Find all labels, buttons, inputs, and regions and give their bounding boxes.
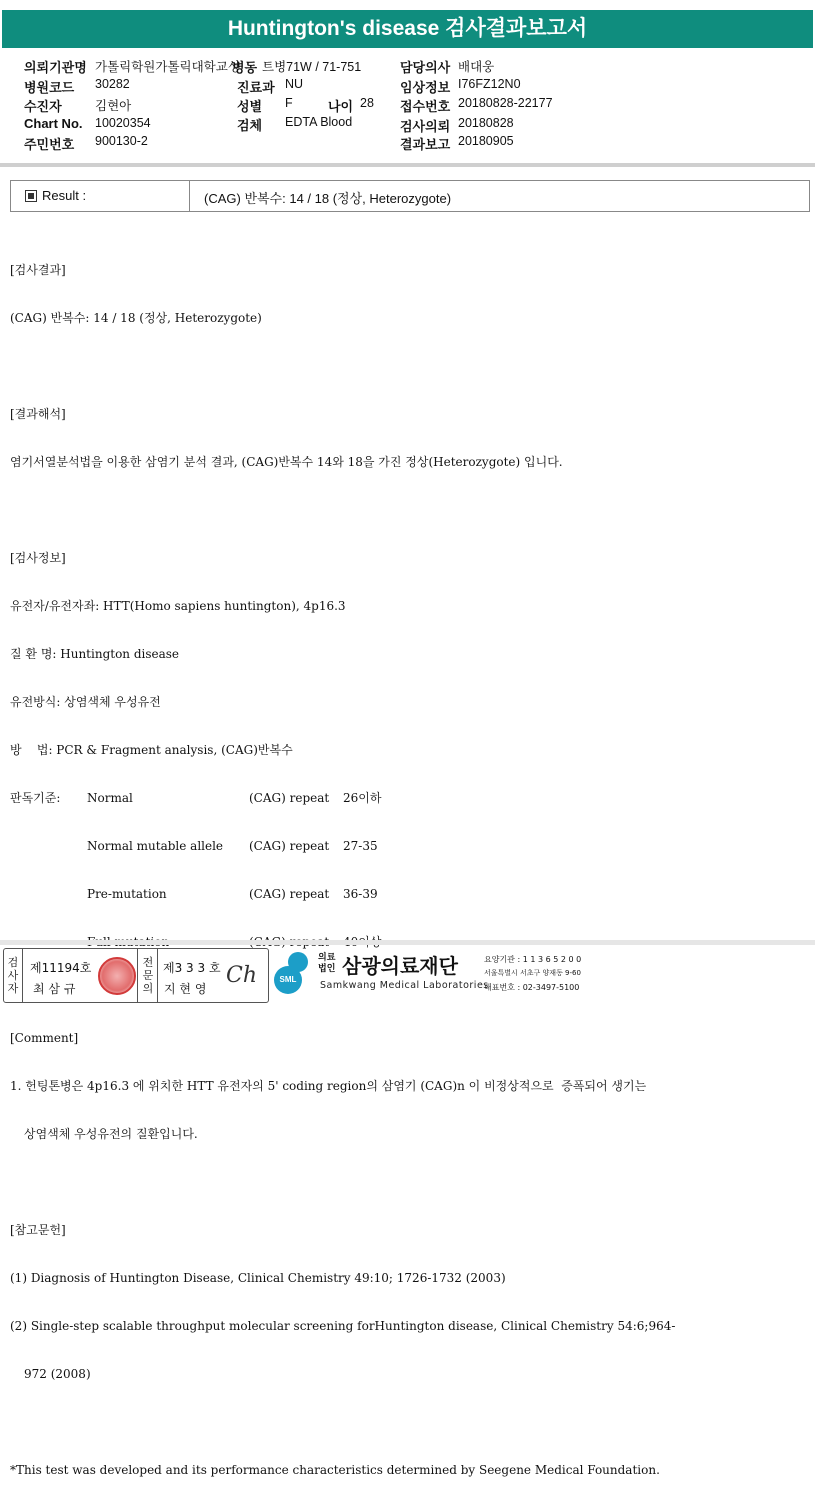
chart-value: 10020354 [95, 116, 151, 130]
criteria-unit: (CAG) repeat [249, 791, 330, 805]
org-phone: 대표번호 : 02-3497-5100 [484, 983, 580, 992]
checkbox-icon [25, 190, 37, 202]
criteria-name: Pre-mutation [87, 887, 167, 901]
report-date-label: 결과보고 [400, 137, 451, 152]
doctor-value: 배대웅 [458, 60, 495, 74]
receipt-label: 접수번호 [400, 99, 451, 114]
doctor-label: 담당의사 [400, 60, 451, 75]
id-value: 900130-2 [95, 134, 148, 148]
criteria-row [10, 886, 800, 902]
method-info: 방 법: PCR & Fragment analysis, (CAG)반복수 [10, 743, 293, 757]
request-label: 검사의뢰 [400, 119, 451, 134]
age-label: 나이 [328, 99, 354, 114]
org-type: 의료법인 [318, 953, 336, 974]
reference-item: 972 (2008) [24, 1367, 91, 1381]
request-value: 20180828 [458, 116, 514, 130]
org-name: 삼광의료재단 [342, 954, 458, 978]
section-heading: [Comment] [10, 1031, 79, 1045]
comment-line: 상염색체 우성유전의 질환입니다. [24, 1127, 198, 1141]
ward-label: 병동 [232, 60, 258, 75]
lab-logo [270, 948, 810, 1003]
comment-line: 1. 헌팅톤병은 4p16.3 에 위치한 HTT 유전자의 5' coding region의 삼염기 (CAG)n 이 비정상적으로 증폭되어 생기는 [10, 1079, 647, 1093]
specimen-label: 검체 [237, 118, 263, 133]
hospital-code-value: 30282 [95, 77, 130, 91]
header-divider [0, 163, 815, 167]
id-label: 주민번호 [24, 137, 75, 152]
criteria-range: 26이하 [343, 791, 382, 805]
interpretation-text: 염기서열분석법을 이용한 삼염기 분석 결과, (CAG)반복수 14와 18을 가진 정상(Heterozygote) 입니다. [10, 455, 563, 469]
result-text: (CAG) 반복수: 14 / 18 (정상, Heterozygote) [10, 311, 262, 325]
logo-badge: SML [274, 966, 302, 994]
section-heading: [검사정보] [10, 551, 66, 565]
criteria-unit: (CAG) repeat [249, 839, 330, 853]
chart-label: Chart No. [24, 116, 83, 131]
tester-name: 최 삼 규 [33, 982, 76, 996]
section-heading: [결과해석] [10, 407, 66, 421]
department-label: 진료과 [237, 80, 275, 95]
section-heading: [검사결과] [10, 263, 66, 277]
specialist-name: 지 현 영 [164, 982, 207, 996]
disease-info: 질 환 명: Huntington disease [10, 647, 180, 661]
reference-item: (2) Single-step scalable throughput molecular screening forHuntington disease, Clinical Chemistry 54:6;964- [10, 1319, 676, 1333]
criteria-range: 27-35 [343, 839, 378, 853]
specialist-vertical-label: 전문의 [142, 956, 154, 995]
hospital-code-label: 병원코드 [24, 80, 75, 95]
report-date-value: 20180905 [458, 134, 514, 148]
criteria-range: 36-39 [343, 887, 378, 901]
criteria-name: Normal [87, 791, 133, 805]
gene-info: 유전자/유전자좌: HTT(Homo sapiens huntington), 4p16.3 [10, 599, 346, 613]
signature: Ch [226, 963, 258, 988]
institution-label: 의뢰기관명 [24, 60, 87, 75]
signature-box [3, 948, 269, 1003]
org-address: 서울특별시 서초구 양재동 9-60 [484, 969, 581, 977]
sex-label: 성별 [237, 99, 263, 114]
tester-license: 제11194호 [30, 961, 92, 975]
patient-value: 김현아 [95, 99, 132, 113]
patient-info-panel [0, 52, 815, 164]
department-value: NU [285, 77, 304, 91]
result-label: Result : [42, 188, 87, 203]
clinical-label: 임상정보 [400, 80, 451, 95]
footer-divider [0, 940, 815, 945]
seal-stamp [98, 957, 136, 995]
report-body [10, 230, 800, 1494]
disclaimer: *This test was developed and its performance characteristics determined by Seegene Medical Foundation. [10, 1463, 660, 1477]
patient-label: 수진자 [24, 99, 62, 114]
criteria-name: Normal mutable allele [87, 839, 224, 853]
institution-value: 가톨릭학원가톨릭대학교성 [95, 60, 240, 74]
receipt-value: 20180828-22177 [458, 96, 553, 110]
ward-value: 트병71W / 71-751 [262, 60, 362, 74]
criteria-row [10, 790, 800, 806]
tester-vertical-label: 검사자 [7, 956, 19, 995]
reference-item: (1) Diagnosis of Huntington Disease, Clinical Chemistry 49:10; 1726-1732 (2003) [10, 1271, 506, 1285]
specialist-license: 제3 3 3 호 [163, 961, 221, 975]
criteria-row [10, 838, 800, 854]
age-value: 28 [360, 96, 374, 110]
title-bar [0, 0, 815, 58]
criteria-unit: (CAG) repeat [249, 887, 330, 901]
care-number: 요양기관 : 1 1 3 6 5 2 0 0 [484, 955, 582, 964]
result-label-cell [11, 181, 190, 211]
result-summary-box [10, 180, 810, 212]
inheritance-info: 유전방식: 상염색체 우성유전 [10, 695, 161, 709]
section-heading: [참고문헌] [10, 1223, 66, 1237]
org-english-name: Samkwang Medical Laboratories [320, 980, 489, 991]
result-value: (CAG) 반복수: 14 / 18 (정상, Heterozygote) [204, 191, 452, 206]
sex-value: F [285, 96, 293, 110]
clinical-value: I76FZ12N0 [458, 77, 521, 91]
criteria-label: 판독기준: [10, 791, 61, 805]
specimen-value: EDTA Blood [285, 115, 353, 129]
report-title: Huntington's disease 검사결과보고서 [2, 10, 813, 48]
